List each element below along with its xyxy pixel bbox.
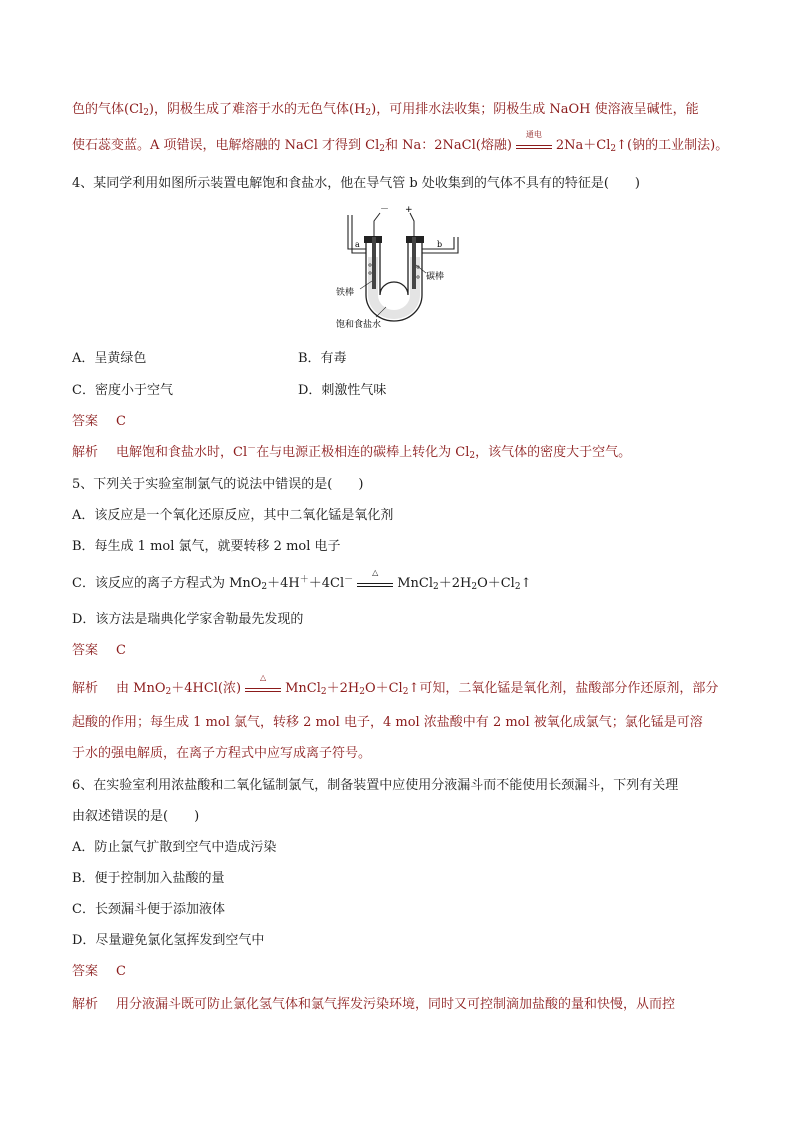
question-5-explanation-line-3: 于水的强电解质，在离子方程式中应写成离子符号。 <box>72 746 372 761</box>
question-5-option-b: B．每生成 1 mol 氯气，就要转移 2 mol 电子 <box>72 539 341 554</box>
question-6-option-a: A．防止氯气扩散到空气中造成污染 <box>72 840 277 855</box>
question-4-option-b: B．有毒 <box>298 351 347 366</box>
iron-rod-label: 铁棒 <box>336 288 355 298</box>
question-6-stem-line-1: 6、在实验室利用浓盐酸和二氧化锰制氯气，制备装置中应使用分液漏斗而不能使用长颈漏斗，下列有关理 <box>72 778 679 793</box>
carbon-rod-label: 碳棒 <box>426 272 445 282</box>
question-4-option-d: D．刺激性气味 <box>298 383 387 398</box>
reaction-condition-arrow: 通电 <box>514 139 554 153</box>
question-6-option-b: B．便于控制加入盐酸的量 <box>72 871 225 886</box>
question-6-stem-line-2: 由叙述错误的是( ) <box>72 809 200 824</box>
question-5-option-a: A．该反应是一个氧化还原反应，其中二氧化锰是氧化剂 <box>72 508 394 523</box>
question-5-option-d: D．该方法是瑞典化学家舍勒最先发现的 <box>72 612 304 627</box>
question-5-explanation-line-2: 起酸的作用；每生成 1 mol 氯气，转移 2 mol 电子，4 mol 浓盐酸中有 2 mol 被氧化成氯气；氯化锰是可溶 <box>72 715 703 730</box>
reaction-condition-arrow: △ <box>355 577 395 591</box>
question-4-answer: 答案 C <box>72 414 126 429</box>
reaction-condition-arrow: △ <box>243 682 283 696</box>
question-4-explanation: 解析 电解饱和食盐水时，Cl－在与电源正极相连的碳棒上转化为 $Cl_2$，该气体的密度大于空气。 <box>72 444 632 461</box>
question-6-option-c: C．长颈漏斗便于添加液体 <box>72 902 225 917</box>
minus-terminal-label: － <box>380 205 390 215</box>
question-4-option-a: A．呈黄绿色 <box>72 351 147 366</box>
question-6-explanation: 解析 用分液漏斗既可防止氯化氢气体和氯气挥发污染环境，同时又可控制滴加盐酸的量和快慢，从而控 <box>72 997 676 1012</box>
tube-b-label: b <box>437 240 443 249</box>
question-6-option-d: D．尽量避免氯化氢挥发到空气中 <box>72 933 265 948</box>
question-5-option-c: C．该反应的离子方程式为 MnO$_2$＋4H＋＋4Cl－ △ $MnCl_2+2H_2O+Cl_2↑$ <box>72 567 532 592</box>
electrolysis-apparatus-diagram <box>330 203 470 331</box>
question-5-answer: 答案 C <box>72 643 126 658</box>
explanation-continued-line-2: 使石蕊变蓝。A 项错误，电解熔融的 NaCl 才得到 $Cl_2$和 Na：2NaCl(熔融) 通电 $2Na+Cl_2↑$(钠的工业制法)。 <box>72 129 729 154</box>
question-5-explanation-line-1: 解析 由 MnO$_2$＋4HCl(浓) △ $MnCl_2+2H_2O+Cl_2↑$可知，二氧化锰是氧化剂，盐酸部分作还原剂，部分 <box>72 672 719 697</box>
question-6-answer: 答案 C <box>72 964 126 979</box>
question-4-stem: 4、某同学利用如图所示装置电解饱和食盐水，他在导气管 b 处收集到的气体不具有的特征是( ) <box>72 176 641 191</box>
tube-a-label: a <box>355 240 360 249</box>
brine-label: 饱和食盐水 <box>336 320 382 330</box>
plus-terminal-label: + <box>405 205 413 215</box>
question-5-stem: 5、下列关于实验室制氯气的说法中错误的是( ) <box>72 477 364 492</box>
explanation-continued-line-1: 色的气体$(Cl_2)$，阴极生成了难溶于水的无色气体$(H_2)$，可用排水法收集；阴极生成 NaOH 使溶液呈碱性，能 <box>72 102 699 118</box>
question-4-option-c: C．密度小于空气 <box>72 383 173 398</box>
